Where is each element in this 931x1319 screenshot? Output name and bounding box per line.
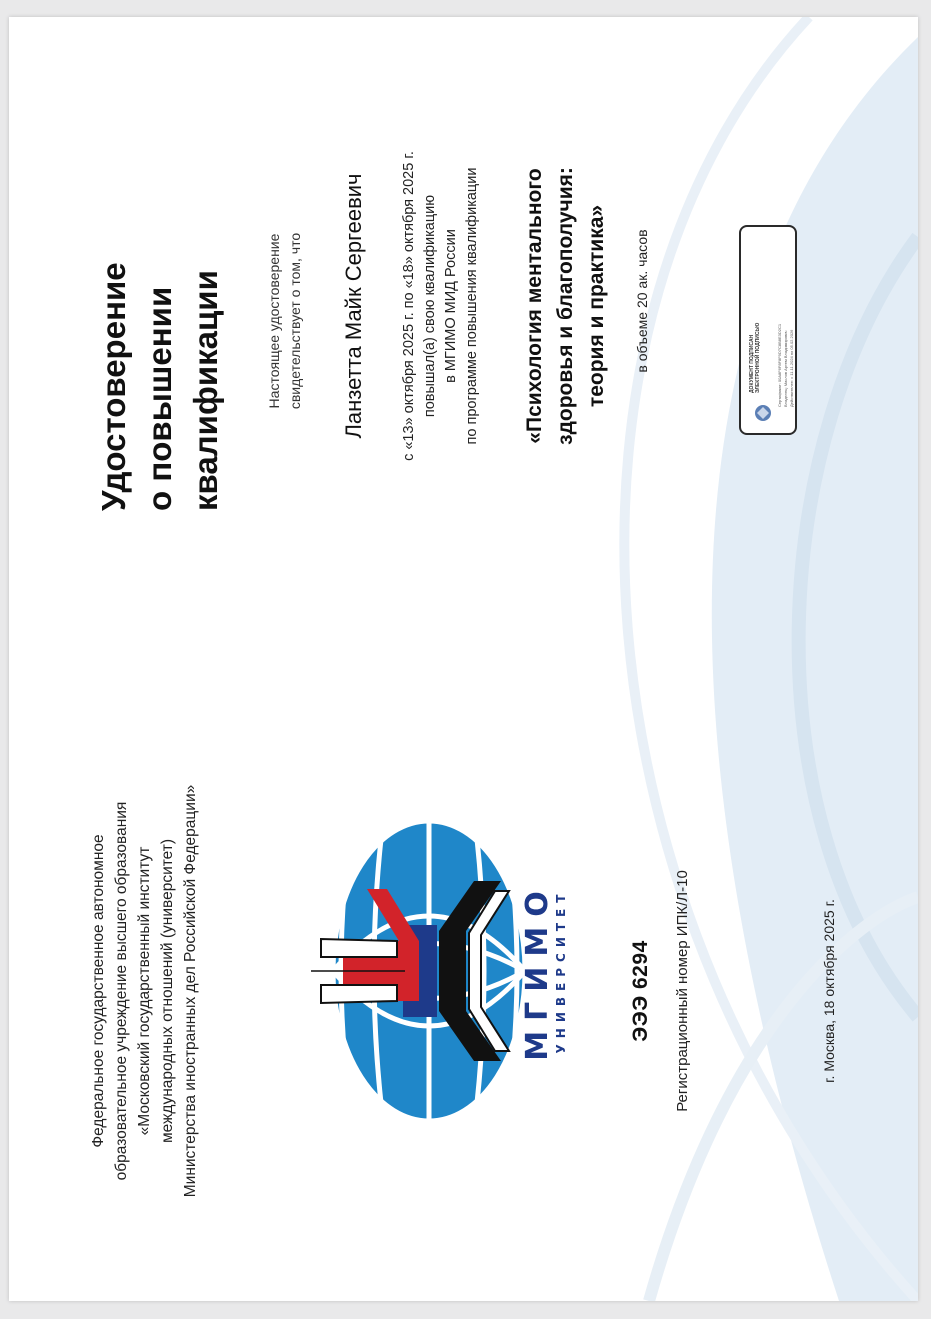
- course-line: здоровья и благополучия:: [554, 167, 577, 445]
- period-line: с «13» октября 2025 г. по «18» октября 2025 г.: [401, 151, 417, 461]
- course-hours: в объеме 20 ак. часов: [634, 229, 650, 373]
- stamp-title: ДОКУМЕНТ ПОДПИСАН ЭЛЕКТРОННОЙ ПОДПИСЬЮ: [749, 322, 761, 393]
- stamp-valid: Действителен: с 11.11.2024 по 05.02.2026: [789, 329, 794, 407]
- place-date: г. Москва, 18 октября 2025 г.: [821, 899, 837, 1083]
- period-line: в МГИМО МИД России: [443, 229, 459, 383]
- org-line: Министерства иностранных дел Российской Федерации»: [182, 784, 199, 1198]
- course-title: [519, 71, 612, 541]
- rotated-content: [9, 17, 918, 1301]
- org-line: международных отношений (университет): [159, 838, 176, 1144]
- organization-block: [87, 781, 202, 1201]
- certificate-page: [9, 17, 918, 1301]
- title-line: о повышении: [141, 286, 178, 511]
- logo-subtitle: УНИВЕРСИТЕТ: [554, 888, 568, 1054]
- period-line: повышал(а) свою квалификацию: [422, 194, 438, 418]
- emblem-icon: [753, 401, 773, 425]
- intro-line: Настоящее удостоверение: [266, 233, 282, 409]
- registration-number: Регистрационный номер ИПК/Л-10: [674, 870, 691, 1112]
- document-title: [91, 111, 229, 511]
- intro-text: [264, 161, 306, 481]
- org-line: образовательное учреждение высшего образования: [113, 801, 130, 1181]
- training-period: [399, 71, 483, 541]
- period-line: по программе повышения квалификации: [464, 167, 480, 445]
- org-line: Федеральное государственное автономное: [90, 834, 107, 1148]
- intro-line: свидетельствует о том, что: [287, 232, 303, 410]
- holder-name: Ланзетта Майк Сергеевич: [341, 173, 366, 439]
- stamp-cert: Сертификат: 00A8F6F8F8F9D7C8B8E3D2C1: [777, 323, 782, 407]
- course-line: теория и практика»: [585, 204, 608, 408]
- serial-number: ЭЭЭ 6294: [629, 940, 652, 1042]
- mgimo-logo: [309, 821, 569, 1121]
- logo-name: МГИМО: [520, 881, 555, 1061]
- signature-stamp: [739, 225, 797, 435]
- title-line: квалификации: [187, 270, 224, 511]
- course-line: «Психология ментального: [523, 168, 546, 444]
- org-line: «Московский государственный институт: [136, 846, 153, 1136]
- title-line: Удостоверение: [95, 262, 132, 511]
- stamp-owner: Владелец: Маслов Артем Владимирович: [783, 330, 788, 407]
